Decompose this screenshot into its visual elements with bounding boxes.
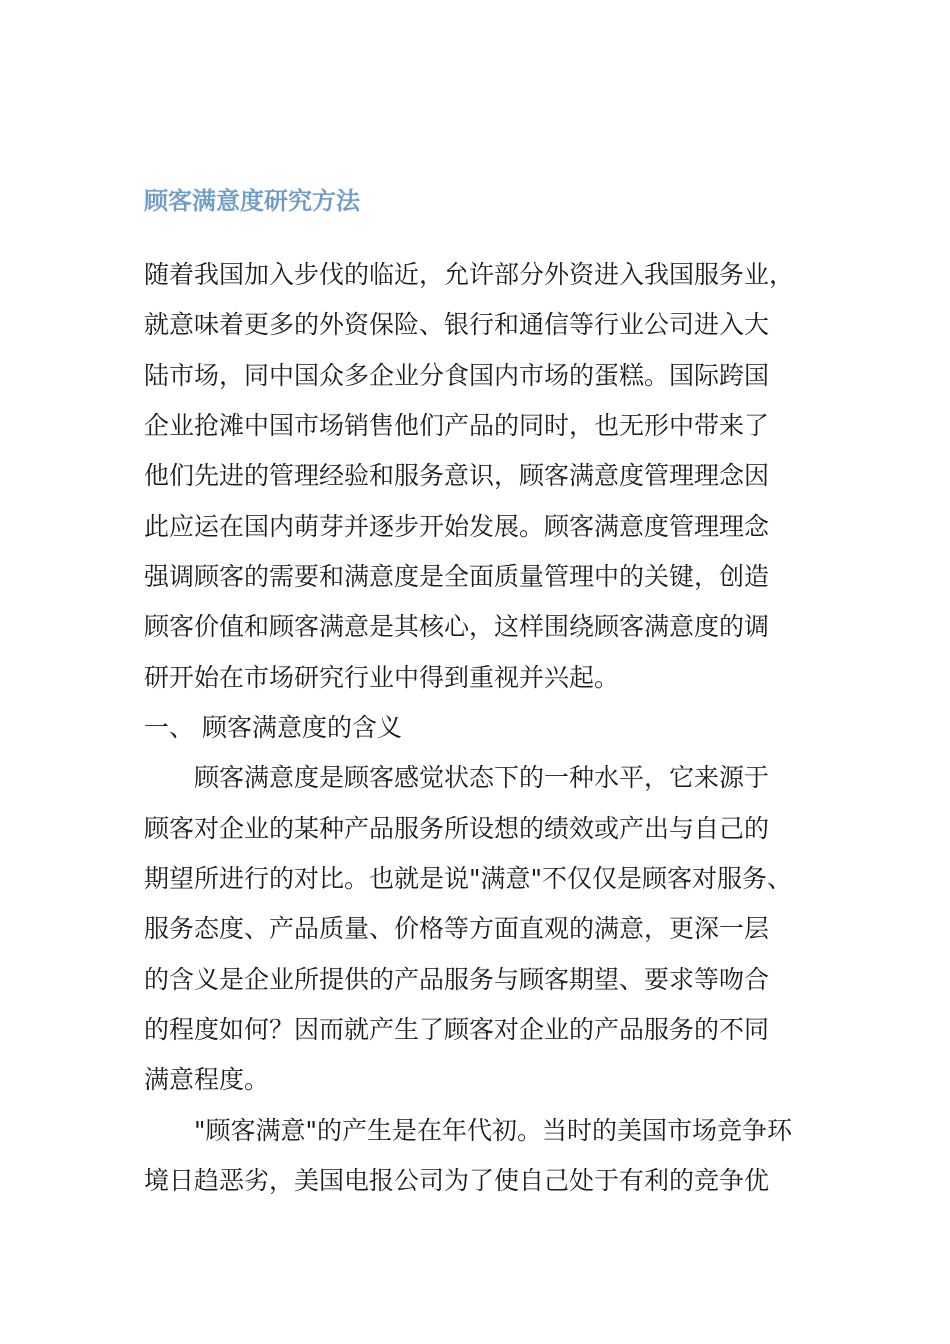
paragraph-line: 随着我国加入步伐的临近，允许部分外资进入我国服务业， xyxy=(144,260,795,289)
document-title: 顾客满意度研究方法 xyxy=(144,187,360,215)
paragraph-line: 服务态度、产品质量、价格等方面直观的满意，更深一层 xyxy=(144,914,770,943)
paragraph-line: 的含义是企业所提供的产品服务与顾客期望、要求等吻合 xyxy=(144,965,770,994)
paragraph-line: 顾客满意度是顾客感觉状态下的一种水平，它来源于 xyxy=(194,763,770,792)
paragraph-line: 境日趋恶劣，美国电报公司为了使自己处于有利的竞争优 xyxy=(144,1166,770,1195)
paragraph-line: 陆市场，同中国众多企业分食国内市场的蛋糕。国际跨国 xyxy=(144,361,770,390)
paragraph-line: 他们先进的管理经验和服务意识，顾客满意度管理理念因 xyxy=(144,461,770,490)
paragraph-line: 企业抢滩中国市场销售他们产品的同时，也无形中带来了 xyxy=(144,411,770,440)
paragraph-line: 的程度如何？因而就产生了顾客对企业的产品服务的不同 xyxy=(144,1015,770,1044)
paragraph-line: 顾客对企业的某种产品服务所设想的绩效或产出与自己的 xyxy=(144,814,770,843)
paragraph-line: 研开始在市场研究行业中得到重视并兴起。 xyxy=(144,663,620,692)
paragraph-line: 期望所进行的对比。也就是说"满意"不仅仅是顾客对服务、 xyxy=(144,864,793,893)
section-heading: 一、 顾客满意度的含义 xyxy=(144,713,402,742)
paragraph-line: 此应运在国内萌芽并逐步开始发展。顾客满意度管理理念 xyxy=(144,512,770,541)
paragraph-line: 满意程度。 xyxy=(144,1065,270,1094)
paragraph-line: 就意味着更多的外资保险、银行和通信等行业公司进入大 xyxy=(144,310,770,339)
paragraph-line: 强调顾客的需要和满意度是全面质量管理中的关键，创造 xyxy=(144,562,770,591)
paragraph-line: 顾客价值和顾客满意是其核心，这样围绕顾客满意度的调 xyxy=(144,612,770,641)
paragraph-line: "顾客满意"的产生是在年代初。当时的美国市场竞争环 xyxy=(194,1116,793,1145)
